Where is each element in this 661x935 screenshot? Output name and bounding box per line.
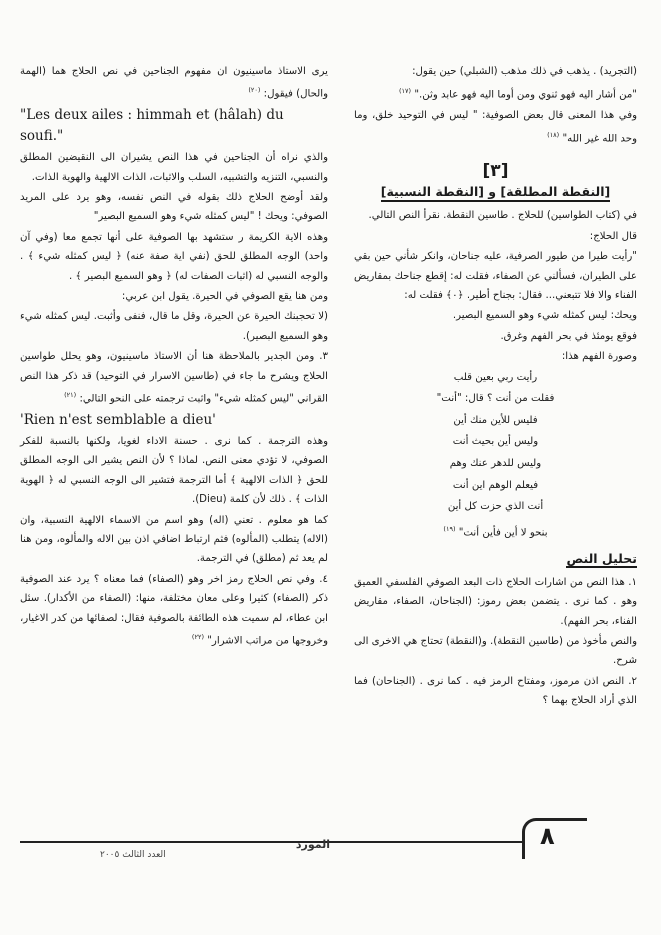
section-title — [354, 182, 637, 202]
section-title-text: [النقطة المطلقة] و [النقطة النسبية] — [381, 184, 611, 202]
paragraph: كما هو معلوم . تعني (اله) وهو اسم من الاسماء الالهية النسبية، وان (الاله) يتطلب (المألوه) فثم ارتباط اضافي اذن بين الاله والمألوه، ومن هنا لم يعد ثم (مطلق) في الترجمة. — [20, 514, 328, 565]
footnote-ref: (١٨) — [547, 130, 560, 139]
footnote-ref: (١٧) — [399, 87, 412, 96]
subheading-text: تحليل النص — [566, 550, 637, 566]
page-footer — [0, 816, 661, 876]
paragraph: فوقع يومئذ في بحر الفهم وغرق. — [500, 330, 637, 342]
paragraph: ٢. النص اذن مرموز، ومفتاح الرمز فيه . كما نرى . (الجناحان) فما الذي أراد الحلاج بهما ؟ — [354, 675, 637, 707]
poem-verse — [354, 519, 637, 544]
poem-verse: وليس للدهر عنك وهم — [449, 458, 542, 470]
page-number: ٨ — [540, 822, 555, 850]
paragraph: وهذه الاية الكريمة ر ستشهد بها الصوفية على أنها تجمع معا (وفي آن واحد) الوجه المطلق للحق (نفي اية صفة عنه) ﴿ ليس كمثله شيء ﴾ . والوجه النسبي له (اثبات الصفات له) ﴿ وهو السميع البصير ﴾ . — [20, 231, 328, 282]
poem-verse: رأيت ربي بعين قلب — [453, 371, 538, 383]
footnote-ref: (١٩) — [443, 524, 456, 533]
paragraph: قال الحلاج: — [589, 230, 637, 242]
paragraph: وهذه الترجمة . كما نرى . حسنة الاداء لغويا، ولكنها بالنسبة للفكر الصوفي، لا تؤدي معنى النص. لماذا ؟ لأن النص يشير الى الوجه المطلق للحق ﴿ الذات الالهية ﴾ أما الترجمة فتشير الى الوجه النسبي له ﴿ الهوية الذات ﴾ . ذلك لأن كلمة (Dieu). — [20, 435, 328, 506]
quote-text: "من أشار اليه فهو ثنوي ومن أوما اليه فهو عابد وثن." — [414, 89, 637, 101]
poem — [354, 368, 637, 544]
poem-verse-text: بنحو لا أين فأين أنت" — [458, 527, 548, 539]
paragraph — [20, 570, 328, 651]
quote-ibn-arabi: (لا تحجبنك الحيرة عن الحيرة، وقل ما قال، فنفى وأثبت. ليس كمثله شيء وهو السميع البصير). — [20, 311, 328, 342]
poem-verse: فيعلم الوهم اين أنت — [452, 479, 539, 491]
paragraph: ولقد أوضح الحلاج ذلك بقوله في النص نفسه، وهو يرد على المريد الصوفي: ويحك ! "ليس كمثله شيء وهو السميع البصير" — [20, 192, 328, 223]
french-quote: 'Rien n'est semblable a dieu' — [20, 411, 216, 428]
quote-hallaj: "رأيت طيرا من طيور الصرفية، عليه جناحان، وانكر شأني حين بقي على الطيران، فسألني عن الصفاء، فقلت له: إقطع جناحك بمقاريض الفناء والا فلا تتبعني... فقال: بجناح أطير. ﴿٠﴾ فقلت له: — [354, 251, 637, 302]
paragraph-text: وفي هذا المعنى قال بعض الصوفية: " ليس في التوحيد خلق، وما وحد الله غير الله" — [354, 110, 637, 144]
paragraph — [20, 62, 328, 104]
journal-name: المورد — [295, 838, 330, 851]
paragraph: في (كتاب الطواسين) للحلاج . طاسين النقطة. نقرأ النص التالي. — [368, 210, 637, 222]
section-number: [٣] — [482, 161, 509, 182]
paragraph: (التجريد) . يذهب في ذلك مذهب (الشبلي) حين يقول: — [412, 66, 637, 77]
quote-shibli — [354, 82, 637, 105]
paragraph: ويحك: ليس كمثله شيء وهو السميع البصير. — [452, 310, 637, 322]
left-column — [20, 62, 328, 652]
footnote-ref: (٢٠) — [248, 86, 261, 95]
paragraph-text: ٤. وفي نص الحلاج رمز اخر وهو (الصفاء) فما معناه ؟ يرد عند الصوفية ذكر (الصفاء) كثيرا وعلى معان مختلفة، منها: (الصفاء من الأكدار). سئل ابن عطاء، لم سميت هذه الطائفة بالصوفية فقال: لصفائها من كدر الاغيار، وخروجها من مراتب الاشرار" — [20, 573, 328, 647]
french-quote: "Les deux ailes : himmah et (hâlah) du soufi." — [20, 107, 284, 145]
footnote-ref: (٢٢) — [191, 632, 204, 641]
paragraph — [20, 347, 328, 409]
poem-verse: وليس أين بحيث أنت — [452, 436, 539, 448]
paragraph — [354, 106, 637, 148]
footnote-ref: (٢١) — [64, 391, 77, 400]
issue-label: العدد الثالث ٢٠٠٥ — [100, 850, 166, 860]
subheading — [354, 548, 637, 570]
paragraph: ومن هنا يقع الصوفي في الحيرة. يقول ابن عربي: — [121, 291, 328, 303]
paragraph-text: يرى الاستاذ ماسينيون ان مفهوم الجناحين في نص الحلاج هما (الهمة والحال) فيقول: — [20, 66, 328, 100]
paragraph: والنص مأخوذ من (طاسين النقطة). و(النقطة) تحتاج هي الاخرى الى شرح. — [353, 636, 637, 667]
paragraph: ١. هذا النص من اشارات الحلاج ذات البعد الصوفي الفلسفي العميق وهو . كما نرى . يتضمن بعض رموز: (الجناحان، الصفاء، مقاريض الفناء، بحر الفهم). — [354, 576, 637, 627]
paragraph-text: ٣. ومن الجدير بالملاحظة هنا أن الاستاذ ماسينيون، وهو يحلل طواسين الحلاج ويشرح ما جاء في (طاسين الاسرار في التوحيد) قد ذكر هذا النص القراني "ليس كمثله شيء" واثبت ترجمته على النحو التالي: — [20, 351, 328, 405]
poem-verse: فقلت من أنت ؟ قال: "أنت" — [436, 393, 555, 405]
paragraph: والذي نراه أن الجناحين في هذا النص يشيران الى النقيضين المطلق والنسبي، التنزيه والتشبيه، السلب والاثبات، الذات الالهية والهوية الذات. — [20, 152, 328, 183]
poem-verse: أنت الذي حزت كل أين — [447, 501, 544, 513]
right-column — [354, 62, 637, 712]
poem-verse: فليس للأين منك أين — [453, 414, 538, 426]
paragraph: وصورة الفهم هذا: — [561, 351, 637, 363]
